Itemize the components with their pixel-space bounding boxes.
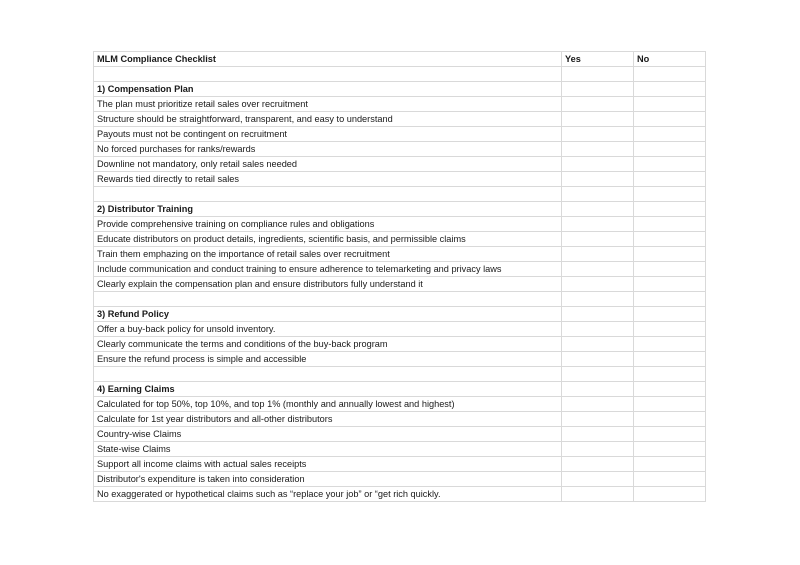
- section-heading: 3) Refund Policy: [94, 307, 562, 322]
- checklist-item-text: Support all income claims with actual sales receipts: [94, 457, 562, 472]
- checklist-item-text: No exaggerated or hypothetical claims such as “replace your job” or “get rich quickly.: [94, 487, 562, 502]
- yes-cell[interactable]: [562, 337, 634, 352]
- checklist-title: MLM Compliance Checklist: [94, 52, 562, 67]
- yes-cell: [562, 202, 634, 217]
- blank-cell: [94, 187, 562, 202]
- checklist-row: [94, 127, 706, 142]
- checklist-table: [93, 51, 706, 502]
- yes-cell[interactable]: [562, 112, 634, 127]
- checklist-item-text: Country-wise Claims: [94, 427, 562, 442]
- blank-cell: [94, 292, 562, 307]
- checklist-row: [94, 277, 706, 292]
- checklist-row: [94, 337, 706, 352]
- yes-cell[interactable]: [562, 232, 634, 247]
- no-cell[interactable]: [634, 172, 706, 187]
- blank-cell: [94, 367, 562, 382]
- checklist-item-text: Offer a buy-back policy for unsold inventory.: [94, 322, 562, 337]
- checklist-item-text: The plan must prioritize retail sales over recruitment: [94, 97, 562, 112]
- yes-cell: [562, 292, 634, 307]
- checklist-row: [94, 172, 706, 187]
- yes-cell: [562, 67, 634, 82]
- section-row: [94, 202, 706, 217]
- checklist-item-text: No forced purchases for ranks/rewards: [94, 142, 562, 157]
- yes-cell[interactable]: [562, 127, 634, 142]
- checklist-row: [94, 262, 706, 277]
- no-cell[interactable]: [634, 277, 706, 292]
- yes-cell[interactable]: [562, 442, 634, 457]
- yes-cell[interactable]: [562, 157, 634, 172]
- no-column-header: No: [634, 52, 706, 67]
- header-row: [94, 52, 706, 67]
- yes-column-header: Yes: [562, 52, 634, 67]
- checklist-row: [94, 472, 706, 487]
- no-cell: [634, 367, 706, 382]
- checklist-item-text: Ensure the refund process is simple and accessible: [94, 352, 562, 367]
- yes-cell[interactable]: [562, 487, 634, 502]
- checklist-item-text: Distributor's expenditure is taken into consideration: [94, 472, 562, 487]
- no-cell[interactable]: [634, 217, 706, 232]
- yes-cell: [562, 382, 634, 397]
- checklist-body: [94, 52, 706, 502]
- checklist-item-text: Include communication and conduct training to ensure adherence to telemarketing and privacy laws: [94, 262, 562, 277]
- checklist-item-text: Calculate for 1st year distributors and all-other distributors: [94, 412, 562, 427]
- yes-cell[interactable]: [562, 472, 634, 487]
- section-row: [94, 382, 706, 397]
- no-cell[interactable]: [634, 397, 706, 412]
- no-cell[interactable]: [634, 322, 706, 337]
- no-cell: [634, 187, 706, 202]
- checklist-item-text: Downline not mandatory, only retail sales needed: [94, 157, 562, 172]
- checklist-row: [94, 397, 706, 412]
- yes-cell[interactable]: [562, 397, 634, 412]
- no-cell[interactable]: [634, 247, 706, 262]
- yes-cell[interactable]: [562, 262, 634, 277]
- no-cell: [634, 67, 706, 82]
- checklist-row: [94, 97, 706, 112]
- checklist-row: [94, 157, 706, 172]
- no-cell[interactable]: [634, 487, 706, 502]
- no-cell[interactable]: [634, 157, 706, 172]
- checklist-item-text: State-wise Claims: [94, 442, 562, 457]
- yes-cell[interactable]: [562, 322, 634, 337]
- yes-cell[interactable]: [562, 277, 634, 292]
- no-cell: [634, 382, 706, 397]
- no-cell[interactable]: [634, 127, 706, 142]
- yes-cell[interactable]: [562, 97, 634, 112]
- yes-cell[interactable]: [562, 352, 634, 367]
- checklist-row: [94, 352, 706, 367]
- yes-cell[interactable]: [562, 172, 634, 187]
- yes-cell[interactable]: [562, 142, 634, 157]
- no-cell[interactable]: [634, 472, 706, 487]
- section-heading: 2) Distributor Training: [94, 202, 562, 217]
- checklist-item-text: Calculated for top 50%, top 10%, and top 1% (monthly and annually lowest and highest): [94, 397, 562, 412]
- yes-cell: [562, 82, 634, 97]
- yes-cell[interactable]: [562, 412, 634, 427]
- no-cell[interactable]: [634, 337, 706, 352]
- checklist-row: [94, 427, 706, 442]
- no-cell: [634, 202, 706, 217]
- checklist-item-text: Payouts must not be contingent on recruitment: [94, 127, 562, 142]
- blank-row: [94, 67, 706, 82]
- checklist-item-text: Educate distributors on product details, ingredients, scientific basis, and permissible claims: [94, 232, 562, 247]
- checklist-row: [94, 442, 706, 457]
- section-heading: 4) Earning Claims: [94, 382, 562, 397]
- checklist-item-text: Clearly communicate the terms and conditions of the buy-back program: [94, 337, 562, 352]
- yes-cell: [562, 307, 634, 322]
- checklist-row: [94, 112, 706, 127]
- no-cell[interactable]: [634, 412, 706, 427]
- no-cell[interactable]: [634, 142, 706, 157]
- section-heading: 1) Compensation Plan: [94, 82, 562, 97]
- no-cell[interactable]: [634, 232, 706, 247]
- yes-cell: [562, 367, 634, 382]
- no-cell[interactable]: [634, 262, 706, 277]
- checklist-row: [94, 142, 706, 157]
- checklist-row: [94, 232, 706, 247]
- blank-row: [94, 292, 706, 307]
- blank-row: [94, 187, 706, 202]
- yes-cell[interactable]: [562, 217, 634, 232]
- checklist-row: [94, 217, 706, 232]
- checklist-row: [94, 457, 706, 472]
- blank-row: [94, 367, 706, 382]
- no-cell[interactable]: [634, 457, 706, 472]
- no-cell[interactable]: [634, 97, 706, 112]
- checklist-row: [94, 322, 706, 337]
- section-row: [94, 307, 706, 322]
- yes-cell[interactable]: [562, 247, 634, 262]
- checklist-row: [94, 247, 706, 262]
- no-cell[interactable]: [634, 352, 706, 367]
- blank-cell: [94, 67, 562, 82]
- no-cell: [634, 307, 706, 322]
- checklist-item-text: Rewards tied directly to retail sales: [94, 172, 562, 187]
- checklist-item-text: Structure should be straightforward, transparent, and easy to understand: [94, 112, 562, 127]
- checklist-item-text: Train them emphazing on the importance of retail sales over recruitment: [94, 247, 562, 262]
- no-cell[interactable]: [634, 112, 706, 127]
- no-cell[interactable]: [634, 442, 706, 457]
- checklist-row: [94, 487, 706, 502]
- yes-cell[interactable]: [562, 427, 634, 442]
- section-row: [94, 82, 706, 97]
- yes-cell: [562, 187, 634, 202]
- checklist-item-text: Provide comprehensive training on compliance rules and obligations: [94, 217, 562, 232]
- no-cell[interactable]: [634, 427, 706, 442]
- no-cell: [634, 82, 706, 97]
- checklist-item-text: Clearly explain the compensation plan and ensure distributors fully understand it: [94, 277, 562, 292]
- yes-cell[interactable]: [562, 457, 634, 472]
- checklist-row: [94, 412, 706, 427]
- no-cell: [634, 292, 706, 307]
